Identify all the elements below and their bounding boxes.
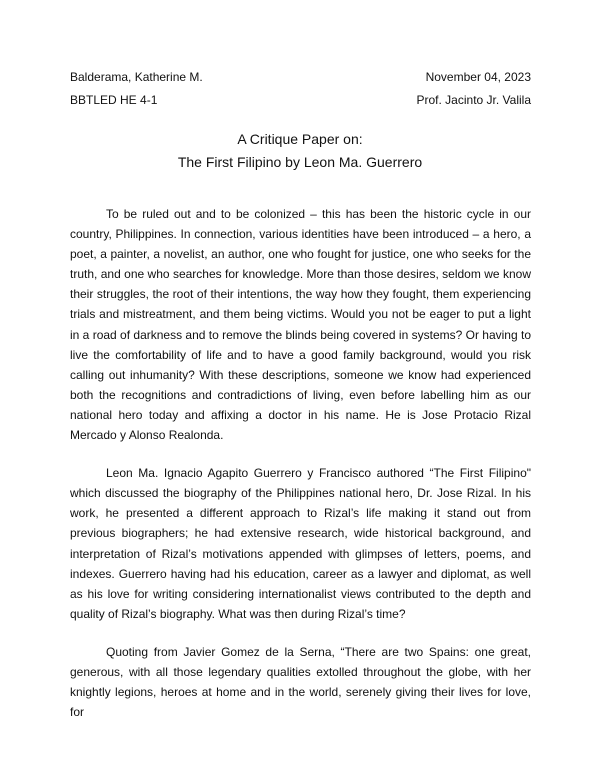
title-line-1: A Critique Paper on:: [237, 131, 363, 147]
header-row-bottom: [70, 93, 531, 107]
paragraph-2: Leon Ma. Ignacio Agapito Guerrero y Francisco authored “The First Filipino" which discussed the biography of the Philippines national hero, Dr. Jose Rizal. In his work, he presented a different approach to Rizal’s life making it stand out from previous biographers; he had extensive research, wide historical background, and interpretation of Rizal’s motivations appended with glimpses of letters, poems, and indexes. Guerrero having had his education, career as a lawyer and diplomat, as well as his love for writing considering internationalist views contributed to the depth and quality of Rizal’s biography. What was then during Rizal’s time?: [70, 466, 531, 621]
paragraph-1: To be ruled out and to be colonized – this has been the historic cycle in our country, Philippines. In connection, various identities have been introduced – a hero, a poet, a painter, a novelist, an author, one who fought for justice, one who seeks for the truth, and one who searches for knowledge. More than those desires, seldom we know their struggles, the root of their intentions, the way how they fought, them experiencing trials and mistreatment, and them being victims. Would you not be eager to put a light in a road of darkness and to remove the blinds being covered in systems? Or having to live the comfortability of life and to have a good family background, would you risk calling out inhumanity? With these descriptions, someone we know had experienced both the recognitions and contradictions of living, even before labelling him as our national hero today and affixing a doctor in his name. He is Jose Protacio Rizal Mercado y Alonso Realonda.: [70, 207, 531, 443]
essay-body: [70, 204, 531, 740]
class-section: BBTLED HE 4-1: [70, 93, 158, 107]
professor-name: Prof. Jacinto Jr. Valila: [416, 93, 531, 107]
author-name: Balderama, Katherine M.: [70, 70, 203, 84]
header-row-top: [70, 70, 531, 84]
title-line-2: The First Filipino by Leon Ma. Guerrero: [177, 154, 423, 170]
document-date: November 04, 2023: [425, 70, 531, 84]
paragraph-3: Quoting from Javier Gomez de la Serna, “There are two Spains: one great, generous, with all those legendary qualities extolled throughout the globe, with her knightly legions, heroes at home and in the world, serenely giving their lives for love, for: [70, 644, 531, 720]
